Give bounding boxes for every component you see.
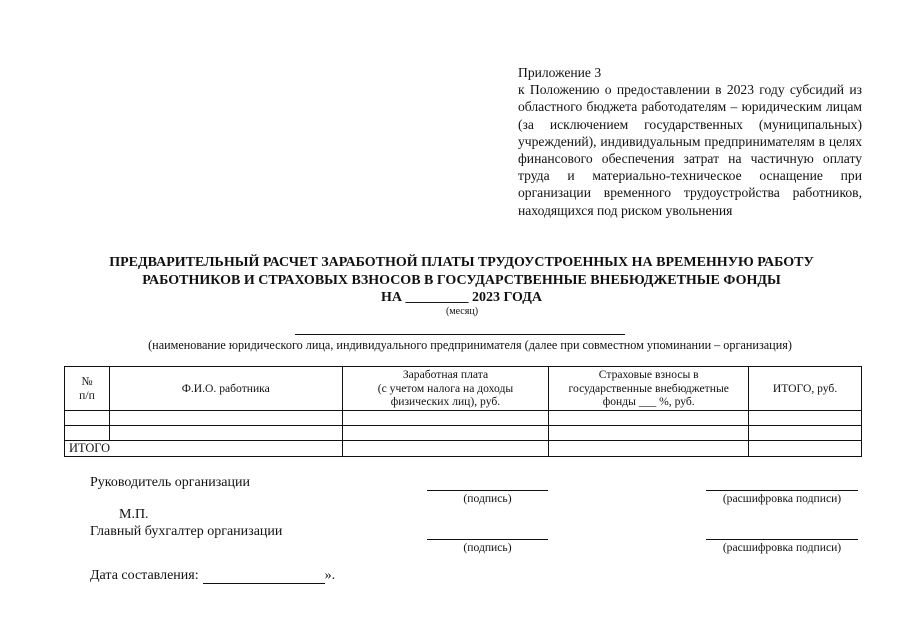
header-employee-name: Ф.И.О. работника xyxy=(109,367,342,411)
total-label: ИТОГО xyxy=(65,441,343,457)
accountant-signature-line[interactable] xyxy=(427,539,548,540)
date-row xyxy=(90,568,335,584)
accountant-decode-line[interactable] xyxy=(706,539,858,540)
date-suffix: ». xyxy=(324,568,336,583)
appendix-text: к Положению о предоставлении в 2023 году субсидий из областного бюджета работодателям – юридическим лицам (за исключением государственных (муниципальных) учреждений), индивидуальным предпринимателям в целях финансового обеспечения затрат на частичную оплату труда и материально-техническое оснащение при организации временного трудоустройства работников, находящихся под риском увольнения xyxy=(518,82,862,218)
stamp-label: М.П. xyxy=(119,507,149,522)
appendix-block xyxy=(518,64,862,219)
head-decode-caption: (расшифровка подписи) xyxy=(722,492,842,505)
title-line-3: НА _________ 2023 ГОДА xyxy=(381,290,542,305)
document-title xyxy=(40,254,883,307)
date-label: Дата составления: xyxy=(90,568,199,583)
month-caption: (месяц) xyxy=(445,306,479,317)
organization-caption: (наименование юридического лица, индивидуального предпринимателя (далее при совместном упоминании – организация) xyxy=(148,338,792,352)
appendix-number: Приложение 3 xyxy=(518,65,602,80)
accountant-signature-caption: (подпись) xyxy=(463,541,512,554)
head-decode-line[interactable] xyxy=(706,490,858,491)
table-row xyxy=(65,411,862,426)
date-field[interactable] xyxy=(203,569,325,584)
calculation-table xyxy=(64,366,862,457)
header-insurance: Страховые взносы в государственные внебюджетные фонды ___ %, руб. xyxy=(549,367,749,411)
header-number: № п/п xyxy=(65,367,110,411)
head-label: Руководитель организации xyxy=(90,475,250,490)
header-salary: Заработная плата (с учетом налога на доходы физических лиц), руб. xyxy=(342,367,549,411)
table-row xyxy=(65,426,862,441)
title-line-2: РАБОТНИКОВ И СТРАХОВЫХ ВЗНОСОВ В ГОСУДАРСТВЕННЫЕ ВНЕБЮДЖЕТНЫЕ ФОНДЫ xyxy=(142,272,781,288)
accountant-label: Главный бухгалтер организации xyxy=(90,524,283,539)
table-header-row xyxy=(65,367,862,411)
head-signature-line[interactable] xyxy=(427,490,548,491)
organization-name-line xyxy=(295,334,625,335)
accountant-decode-caption: (расшифровка подписи) xyxy=(722,541,842,554)
total-row xyxy=(65,441,862,457)
header-total: ИТОГО, руб. xyxy=(749,367,862,411)
head-signature-caption: (подпись) xyxy=(463,492,512,505)
title-line-1: ПРЕДВАРИТЕЛЬНЫЙ РАСЧЕТ ЗАРАБОТНОЙ ПЛАТЫ ТРУДОУСТРОЕННЫХ НА ВРЕМЕННУЮ РАБОТУ xyxy=(109,255,814,270)
